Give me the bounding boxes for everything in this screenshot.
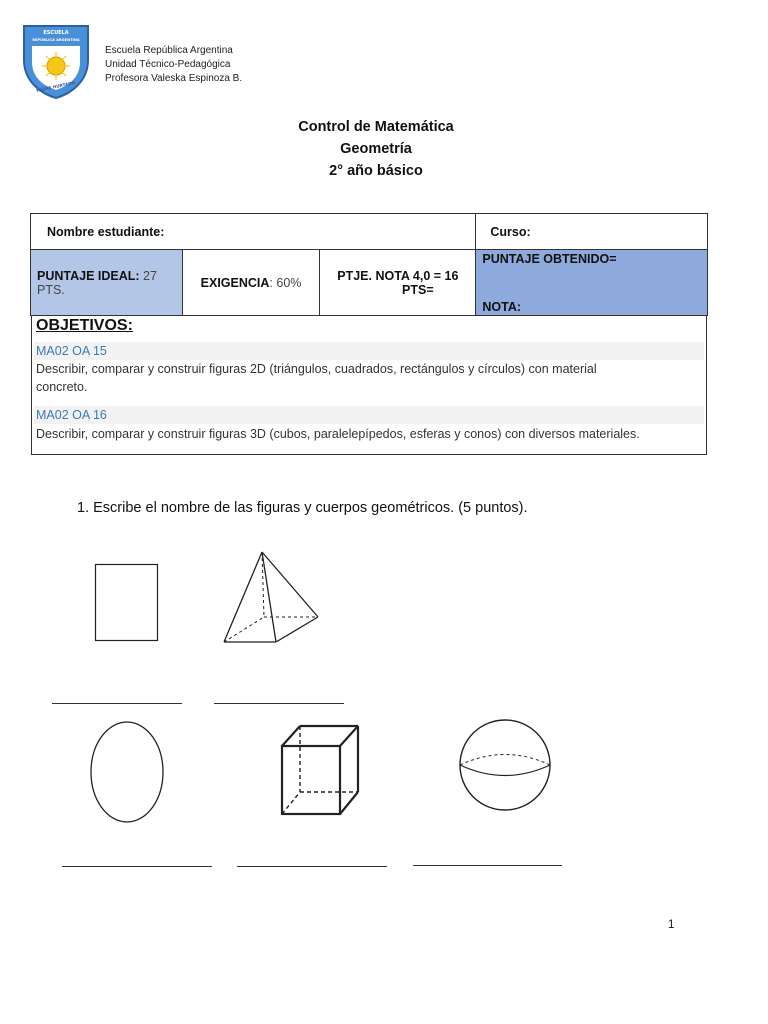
question-1: 1. Escribe el nombre de las figuras y cuerpos geométricos. (5 puntos). — [77, 500, 528, 516]
title-subject: Control de Matemática — [298, 119, 454, 135]
obtained-score-cell[interactable] — [476, 250, 708, 316]
exigencia-cell — [182, 250, 320, 316]
grade-label: NOTA: — [482, 300, 522, 314]
pyramid-figure — [220, 550, 322, 646]
course-label: Curso: — [490, 224, 531, 239]
ideal-score-label: PUNTAJE IDEAL: — [37, 268, 140, 283]
obtained-score-label: PUNTAJE OBTENIDO= — [482, 252, 617, 266]
student-name-cell[interactable] — [31, 214, 476, 250]
objective-desc-line: Describir, comparar y construir figuras 3D (cubos, paralelepípedos, esferas y conos) con diversos materiales. — [36, 427, 640, 441]
answer-line[interactable] — [52, 703, 182, 704]
info-table — [30, 213, 708, 316]
answer-line[interactable] — [237, 866, 387, 867]
objectives-heading: OBJETIVOS: — [36, 317, 133, 334]
school-name: Escuela República Argentina — [105, 45, 233, 56]
page-number: 1 — [668, 919, 675, 931]
school-unit: Unidad Técnico-Pedagógica — [105, 59, 231, 70]
objectives-box — [31, 315, 707, 455]
circle-figure — [89, 720, 165, 824]
objective-desc-line: concreto. — [36, 380, 88, 394]
objective-description — [36, 425, 702, 443]
objective-desc-line: Describir, comparar y construir figuras 2D (triángulos, cuadrados, rectángulos y círculos) con material — [36, 362, 597, 376]
grade-threshold-line1: PTJE. NOTA 4,0 = 16 — [337, 268, 459, 283]
svg-text:ESCUELA: ESCUELA — [43, 30, 69, 36]
title-topic: Geometría — [340, 141, 412, 157]
answer-line[interactable] — [214, 703, 344, 704]
student-name-label: Nombre estudiante: — [47, 224, 165, 239]
answer-line[interactable] — [62, 866, 212, 867]
cube-figure — [280, 724, 362, 816]
grade-threshold-line2: PTS= — [402, 282, 434, 297]
ideal-score-value: 27 PTS. — [37, 268, 157, 297]
objective-code: MA02 OA 15 — [34, 342, 704, 360]
title-grade: 2° año básico — [329, 163, 423, 179]
objective-code: MA02 OA 16 — [34, 406, 704, 424]
exigencia-label: EXIGENCIA — [200, 275, 270, 290]
teacher-name: Profesora Valeska Espinoza B. — [105, 73, 243, 84]
exigencia-value: : 60% — [269, 275, 302, 290]
sphere-figure — [457, 718, 553, 812]
objective-description — [36, 360, 702, 396]
school-info — [105, 44, 242, 86]
answer-line[interactable] — [413, 865, 562, 866]
svg-text:REPÚBLICA ARGENTINA: REPÚBLICA ARGENTINA — [32, 38, 80, 42]
ideal-score-cell — [31, 250, 183, 316]
grade-threshold-cell — [320, 250, 476, 316]
rectangle-figure — [94, 563, 160, 643]
document-titles — [0, 116, 752, 182]
svg-text:PADRE HURTADO: PADRE HURTADO — [35, 79, 76, 94]
school-logo — [20, 22, 92, 100]
course-cell[interactable] — [476, 214, 708, 250]
